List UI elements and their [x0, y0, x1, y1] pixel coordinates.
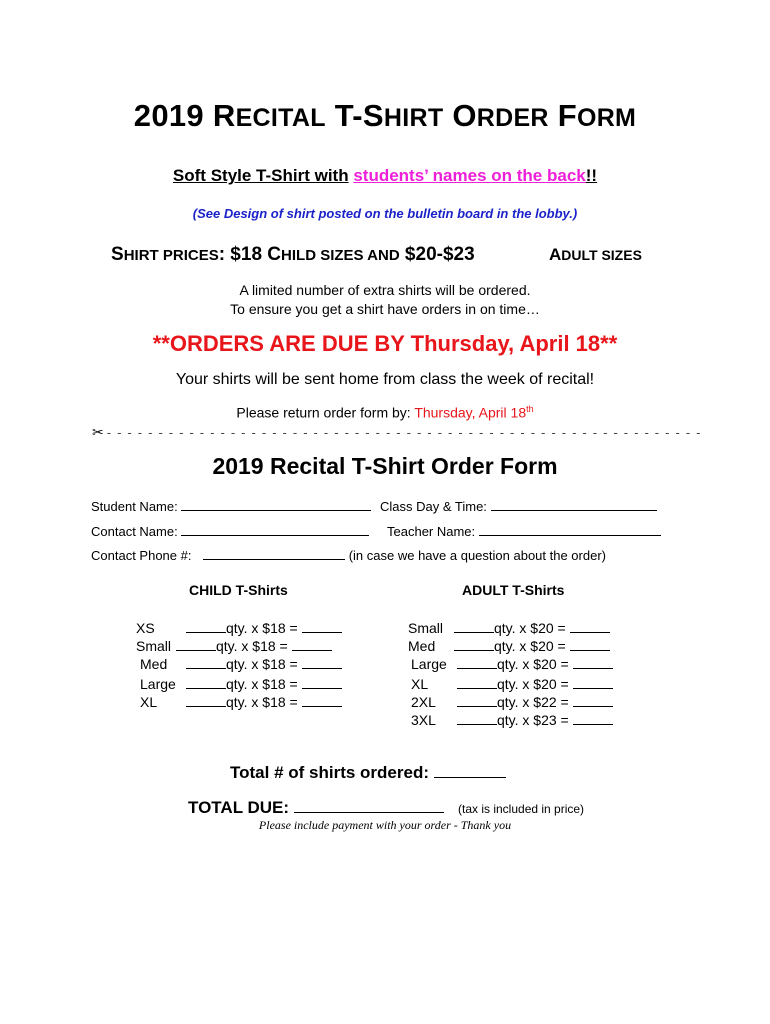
student-name-label: Student Name: — [91, 499, 178, 514]
adult-heading: ADULT T-Shirts — [462, 582, 565, 598]
total-due-field[interactable]: TOTAL DUE: — [188, 796, 444, 818]
page-title: 2019 RECITAL T-SHIRT ORDER FORM — [133, 98, 637, 133]
class-day-field[interactable] — [380, 498, 657, 514]
limited-note-1: A limited number of extra shirts will be ordered. — [239, 282, 531, 298]
adult-row-xl[interactable]: XL qty. x $20 = — [411, 676, 613, 692]
adult-row-2xl[interactable]: 2XL qty. x $22 = — [411, 694, 613, 710]
phone-note: (in case we have a question about the order) — [348, 548, 606, 563]
total-shirts-line[interactable] — [434, 761, 506, 778]
teacher-name-field[interactable] — [387, 523, 661, 539]
class-day-line[interactable] — [491, 498, 657, 511]
adult-row-small[interactable]: Small qty. x $20 = — [408, 620, 610, 636]
design-note: (See Design of shirt posted on the bulletin board in the lobby.) — [192, 206, 578, 221]
tax-note: (tax is included in price) — [458, 802, 585, 816]
contact-phone-line[interactable] — [203, 547, 345, 560]
due-date-banner: **ORDERS ARE DUE BY Thursday, April 18** — [152, 331, 618, 356]
class-day-label: Class Day & Time: — [380, 499, 487, 514]
student-name-field[interactable] — [91, 498, 371, 514]
adult-row-med[interactable]: Med qty. x $20 = — [408, 638, 610, 654]
total-due-line[interactable] — [294, 796, 444, 813]
adult-sizes-label: ADULT SIZES — [549, 245, 642, 264]
payment-note: Please include payment with your order - Thank you — [258, 818, 512, 832]
contact-phone-field[interactable] — [91, 547, 606, 563]
teacher-name-label: Teacher Name: — [387, 524, 476, 539]
names-highlight: students’ names on the back — [353, 166, 586, 185]
child-heading: CHILD T-Shirts — [189, 582, 288, 598]
subtitle: Soft Style T-Shirt with students’ names on the back!! — [172, 166, 598, 185]
contact-name-line[interactable] — [181, 523, 369, 536]
delivery-note: Your shirts will be sent home from class the week of recital! — [175, 371, 595, 388]
contact-name-field[interactable] — [91, 523, 369, 539]
adult-row-large[interactable]: Large qty. x $20 = — [411, 656, 613, 672]
child-row-med[interactable]: Med qty. x $18 = — [140, 656, 342, 672]
child-row-xl[interactable]: XL qty. x $18 = — [140, 694, 342, 710]
teacher-name-line[interactable] — [479, 523, 661, 536]
return-by-note: Please return order form by: Thursday, April 18th — [236, 404, 534, 421]
contact-phone-label: Contact Phone #: — [91, 548, 192, 563]
adult-row-3xl[interactable]: 3XL qty. x $23 = — [411, 712, 613, 728]
scissors-icon: ✂ — [92, 424, 104, 440]
limited-note-2: To ensure you get a shirt have orders in on time… — [230, 301, 540, 317]
form-title: 2019 Recital T-Shirt Order Form — [212, 453, 558, 479]
child-row-small[interactable]: Small qty. x $18 = — [136, 638, 332, 654]
total-shirts-field[interactable]: Total # of shirts ordered: — [230, 761, 506, 783]
child-row-large[interactable]: Large qty. x $18 = — [140, 676, 342, 692]
contact-name-label: Contact Name: — [91, 524, 178, 539]
cut-line: ✂ - - - - - - - - - - - - - - - - - - - - - - - - - - - - - - - - - - - - - - - - - - - - - - - - - - - - - - - - - - — [92, 424, 702, 440]
student-name-line[interactable] — [181, 498, 371, 511]
shirt-prices: SHIRT PRICES: $18 CHILD SIZES AND $20-$23 — [111, 244, 475, 265]
child-row-xs[interactable]: XS qty. x $18 = — [136, 620, 342, 636]
